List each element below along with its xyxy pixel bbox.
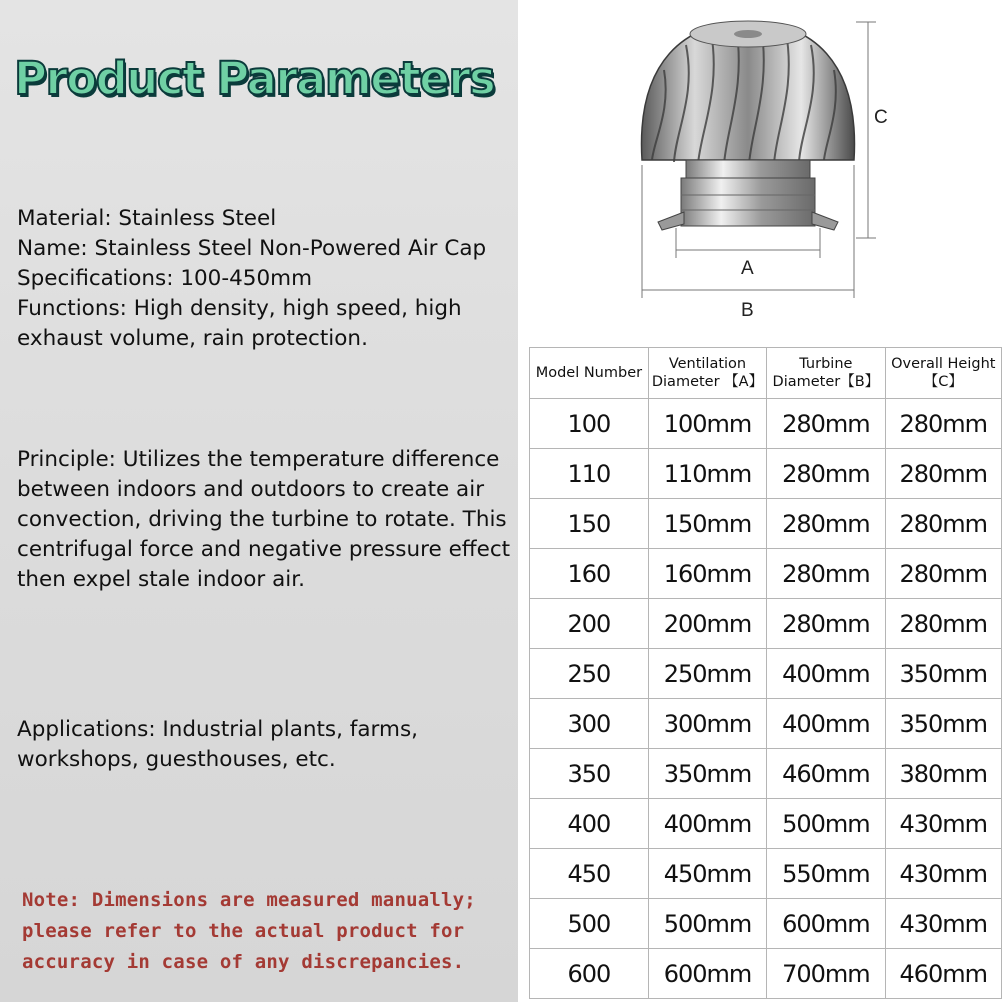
height-cell: 280mm bbox=[885, 399, 1001, 449]
model-cell: 110 bbox=[530, 449, 649, 499]
model-cell: 160 bbox=[530, 549, 649, 599]
table-row bbox=[530, 849, 1002, 899]
height-cell: 280mm bbox=[885, 549, 1001, 599]
table-row bbox=[530, 449, 1002, 499]
turbine-cell: 600mm bbox=[767, 899, 885, 949]
height-cell: 430mm bbox=[885, 899, 1001, 949]
dimension-note: Note: Dimensions are measured manually; please refer to the actual product for accuracy in case of any discrepancies. bbox=[22, 889, 476, 973]
ventilation-cell: 400mm bbox=[648, 799, 766, 849]
table-row bbox=[530, 949, 1002, 999]
model-cell: 400 bbox=[530, 799, 649, 849]
height-cell: 350mm bbox=[885, 649, 1001, 699]
model-cell: 300 bbox=[530, 699, 649, 749]
table-row bbox=[530, 499, 1002, 549]
model-cell: 200 bbox=[530, 599, 649, 649]
height-cell: 280mm bbox=[885, 599, 1001, 649]
turbine-cell: 550mm bbox=[767, 849, 885, 899]
model-cell: 450 bbox=[530, 849, 649, 899]
turbine-cell: 280mm bbox=[767, 449, 885, 499]
header-model-number: Model Number bbox=[530, 348, 649, 399]
spec-table bbox=[529, 347, 1002, 999]
ventilation-cell: 160mm bbox=[648, 549, 766, 599]
ventilation-cell: 500mm bbox=[648, 899, 766, 949]
turbine-cell: 400mm bbox=[767, 649, 885, 699]
header-turbine-diameter: Turbine Diameter【B】 bbox=[767, 348, 885, 399]
turbine-cell: 400mm bbox=[767, 699, 885, 749]
material-text: Material: Stainless Steel bbox=[17, 206, 277, 231]
height-cell: 380mm bbox=[885, 749, 1001, 799]
turbine-cell: 280mm bbox=[767, 599, 885, 649]
table-row bbox=[530, 749, 1002, 799]
height-cell: 460mm bbox=[885, 949, 1001, 999]
turbine-cell: 280mm bbox=[767, 499, 885, 549]
ventilation-cell: 150mm bbox=[648, 499, 766, 549]
height-cell: 280mm bbox=[885, 499, 1001, 549]
height-cell: 430mm bbox=[885, 849, 1001, 899]
ventilation-cell: 450mm bbox=[648, 849, 766, 899]
table-row bbox=[530, 699, 1002, 749]
functions-text: Functions: High density, high speed, high exhaust volume, rain protection. bbox=[17, 296, 462, 351]
turbine-cell: 460mm bbox=[767, 749, 885, 799]
table-row bbox=[530, 399, 1002, 449]
specifications-text: Specifications: 100-450mm bbox=[17, 266, 313, 291]
turbine-cell: 700mm bbox=[767, 949, 885, 999]
ventilation-cell: 350mm bbox=[648, 749, 766, 799]
applications-text: Applications: Industrial plants, farms, workshops, guesthouses, etc. bbox=[17, 717, 418, 772]
header-ventilation-diameter: Ventilation Diameter 【A】 bbox=[648, 348, 766, 399]
principle-text: Principle: Utilizes the temperature difference between indoors and outdoors to create air convection, driving the turbine to rotate. This centrifugal force and negative pressure effect then expel stale indoor air. bbox=[17, 447, 511, 592]
ventilation-cell: 110mm bbox=[648, 449, 766, 499]
dimension-c-label: C bbox=[874, 107, 888, 128]
table-row bbox=[530, 899, 1002, 949]
page-title: Product Parameters bbox=[14, 52, 495, 105]
ventilation-cell: 250mm bbox=[648, 649, 766, 699]
turbine-vent-image bbox=[536, 0, 946, 335]
ventilation-cell: 300mm bbox=[648, 699, 766, 749]
table-header-row bbox=[530, 348, 1002, 399]
turbine-cell: 280mm bbox=[767, 399, 885, 449]
height-cell: 430mm bbox=[885, 799, 1001, 849]
model-cell: 500 bbox=[530, 899, 649, 949]
model-cell: 600 bbox=[530, 949, 649, 999]
applications-block bbox=[17, 715, 512, 775]
name-text: Name: Stainless Steel Non-Powered Air Cap bbox=[17, 236, 487, 261]
ventilation-cell: 100mm bbox=[648, 399, 766, 449]
product-diagram bbox=[536, 0, 946, 335]
ventilation-cell: 600mm bbox=[648, 949, 766, 999]
spec-info-block bbox=[17, 204, 512, 354]
height-cell: 350mm bbox=[885, 699, 1001, 749]
header-overall-height: Overall Height 【C】 bbox=[885, 348, 1001, 399]
model-cell: 150 bbox=[530, 499, 649, 549]
principle-block bbox=[17, 445, 512, 595]
model-cell: 100 bbox=[530, 399, 649, 449]
turbine-cell: 500mm bbox=[767, 799, 885, 849]
model-cell: 250 bbox=[530, 649, 649, 699]
table-row bbox=[530, 799, 1002, 849]
table-row bbox=[530, 549, 1002, 599]
dimension-a-label: A bbox=[741, 258, 754, 279]
turbine-cell: 280mm bbox=[767, 549, 885, 599]
ventilation-cell: 200mm bbox=[648, 599, 766, 649]
model-cell: 350 bbox=[530, 749, 649, 799]
table-row bbox=[530, 599, 1002, 649]
dimension-b-label: B bbox=[741, 300, 754, 321]
table-row bbox=[530, 649, 1002, 699]
height-cell: 280mm bbox=[885, 449, 1001, 499]
